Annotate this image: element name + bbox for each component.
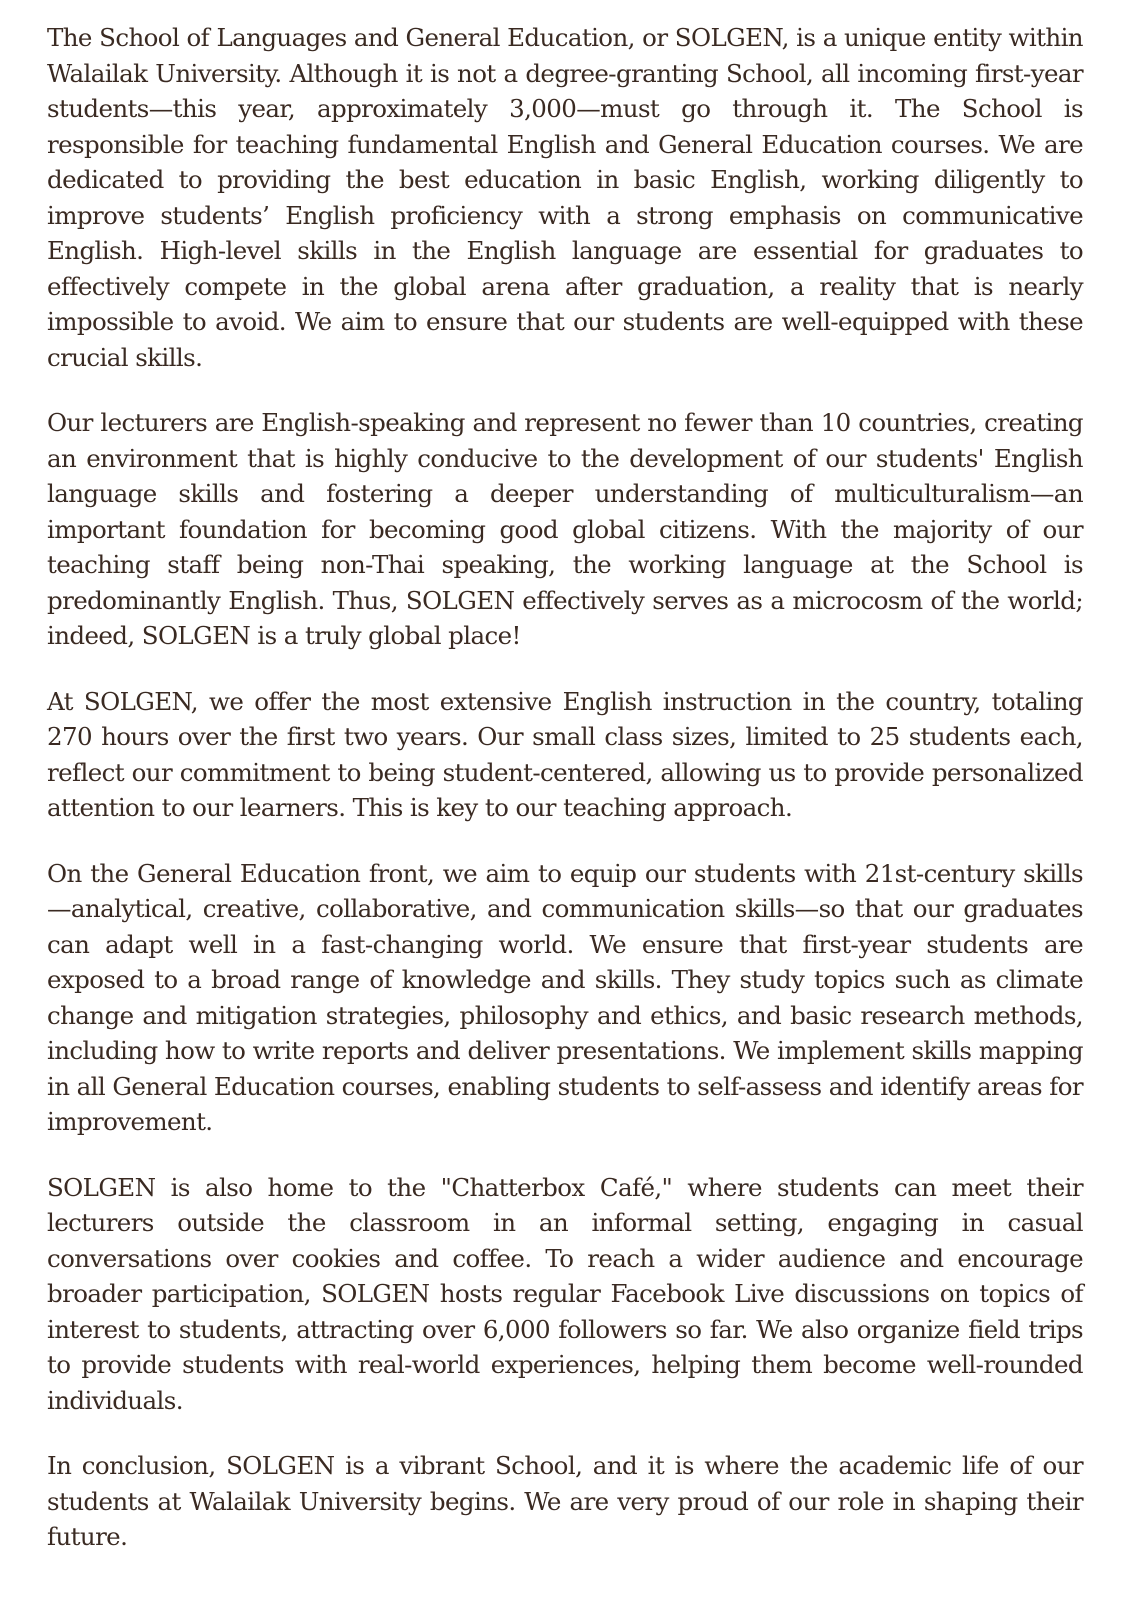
paragraph-english-instruction: At SOLGEN, we offer the most extensive English instruction in the country, totaling 270 hours over the first two years. Our small class sizes, limited to 25 students each, reflect our commitment to being student-centered, allowing us to provide personalized attention to our learners. This is key to our teaching approach. [47, 686, 1083, 822]
paragraph-conclusion: In conclusion, SOLGEN is a vibrant School, and it is where the academic life of our students at Walailak University begins. We are very proud of our role in shaping their future. [47, 1451, 1083, 1551]
paragraph-chatterbox-cafe: SOLGEN is also home to the "Chatterbox Café," where students can meet their lecturers outside the classroom in an informal setting, engaging in casual conversations over cookies and coffee. To reach a wider audience and encourage broader participation, SOLGEN hosts regular Facebook Live discussions on topics of interest to students, attracting over 6,000 followers so far. We also organize field trips to provide students with real-world experiences, helping them become well-rounded individuals. [47, 1172, 1083, 1415]
paragraph-general-education: On the General Education front, we aim to equip our students with 21st-century skills—analytical, creative, collaborative, and communication skills—so that our graduates can adapt well in a fast-changing world. We ensure that first-year students are exposed to a broad range of knowledge and skills. They study topics such as climate change and mitigation strategies, philosophy and ethics, and basic research methods, including how to write reports and deliver presentations. We implement skills mapping in all General Education courses, enabling students to self-assess and identify areas for improvement. [47, 858, 1083, 1136]
paragraph-lecturers: Our lecturers are English-speaking and represent no fewer than 10 countries, creating an environment that is highly conducive to the development of our students' English language skills and fostering a deeper understanding of multiculturalism—an important foundation for becoming good global citizens. With the majority of our teaching staff being non-Thai speaking, the working language at the School is predominantly English. Thus, SOLGEN effectively serves as a microcosm of the world; indeed, SOLGEN is a truly global place! [47, 408, 1083, 650]
paragraph-intro: The School of Languages and General Education, or SOLGEN, is a unique entity within Walailak University. Although it is not a degree-granting School, all incoming first-year students—this year, approximately 3,000—must go through it. The School is responsible for teaching fundamental English and General Education courses. We are dedicated to providing the best education in basic English, working diligently to improve students’ English proficiency with a strong emphasis on communicative English. High-level skills in the English language are essential for graduates to effectively compete in the global arena after graduation, a reality that is nearly impossible to avoid. We aim to ensure that our students are well-equipped with these crucial skills. [47, 23, 1083, 372]
